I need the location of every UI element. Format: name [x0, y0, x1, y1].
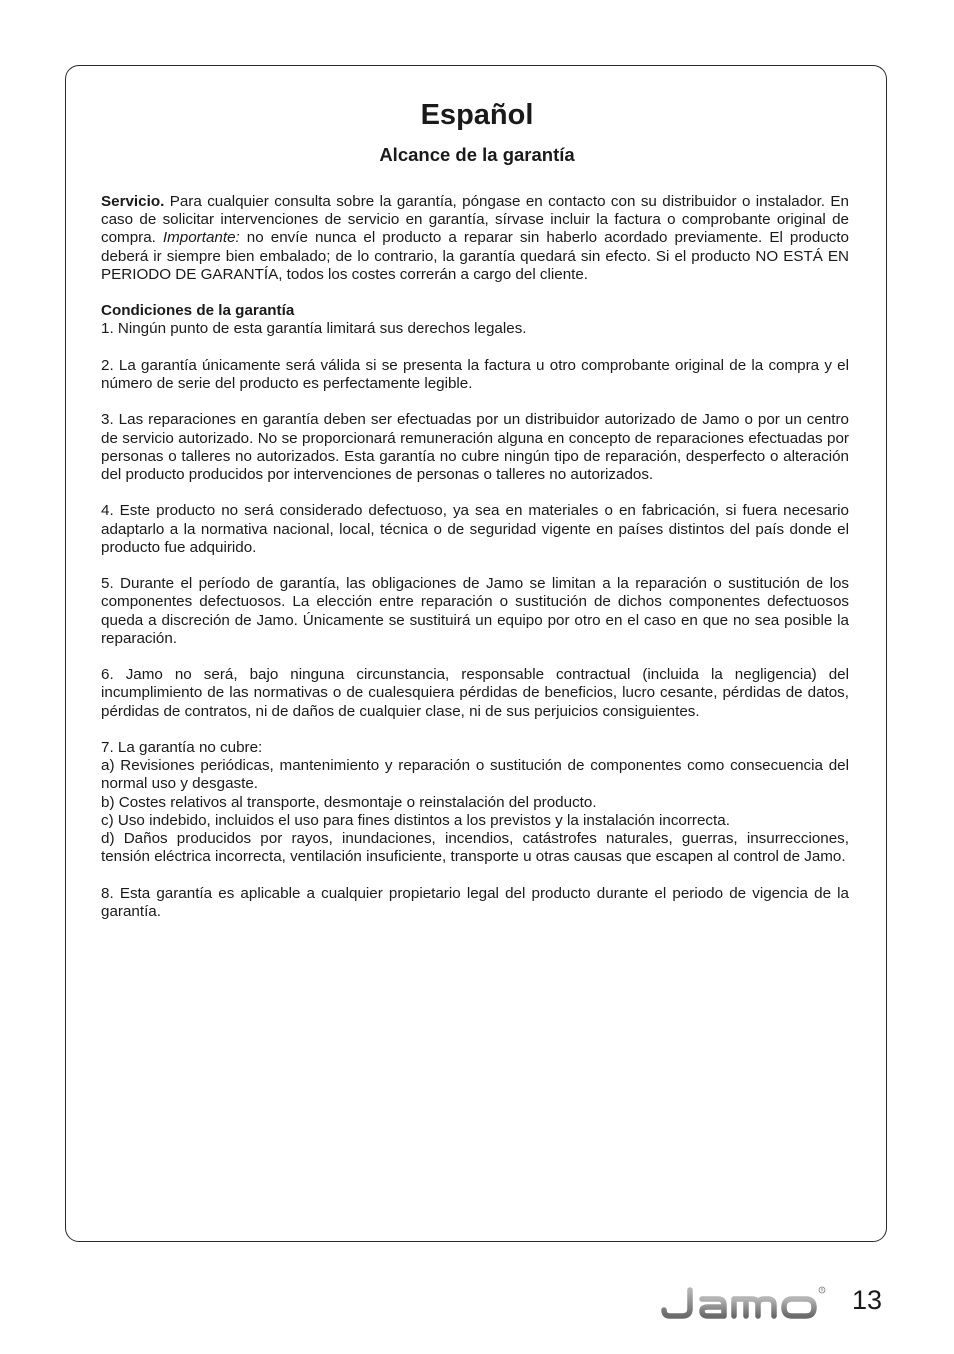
jamo-logo: [660, 1282, 828, 1324]
page-number: 13: [852, 1285, 883, 1315]
condition-item-6: 6. Jamo no será, bajo ninguna circunstancia, responsable contractual (incluida la negligencia) del incumplimiento de las normativas o de cualesquiera pérdidas de beneficios, lucro cesante, pérdidas de datos, pérdidas de contratos, ni de daños de cualquier clase, ni de sus perjuicios consiguientes.: [101, 666, 849, 720]
service-text-b: no envíe nunca el producto a reparar sin haberlo acordado previamente. El producto deberá ir siempre bien embalado; de lo contrario, la garantía quedará sin efecto. Si el producto NO ESTÁ EN PERIODO DE GARANTÍA, todos los costes correrán a cargo del cliente.: [101, 229, 849, 283]
condition-item-7b: b) Costes relativos al transporte, desmontaje o reinstalación del producto.: [101, 793, 597, 811]
conditions-heading: [101, 302, 849, 320]
condition-item-7c: c) Uso indebido, incluidos el uso para fines distintos a los previstos y la instalación incorrecta.: [101, 811, 730, 829]
condition-item-8: 8. Esta garantía es aplicable a cualquier propietario legal del producto durante el periodo de vigencia de la garantía.: [101, 884, 849, 920]
service-text-a: Para cualquier consulta sobre la garantía, póngase en contacto con su distribuidor o instalador. En caso de solicitar intervenciones de servicio en garantía, sírvase incluir la factura o comprobante original de compra.: [101, 193, 849, 247]
page-subtitle: Alcance de la garantía: [379, 144, 575, 165]
condition-item-4: 4. Este producto no será considerado defectuoso, ya sea en materiales o en fabricación, si fuera necesario adaptarlo a la normativa nacional, local, técnica o de seguridad vigente en países distintos del país donde el producto fue adquirido.: [101, 502, 849, 556]
condition-item-7a: a) Revisiones periódicas, mantenimiento y reparación o sustitución de componentes como consecuencia del normal uso y desgaste.: [101, 757, 849, 793]
condition-item-7-intro: 7. La garantía no cubre:: [101, 738, 263, 756]
svg-text:R: R: [820, 1287, 824, 1293]
condition-item-2: 2. La garantía únicamente será válida si se presenta la factura u otro comprobante original de la compra y el número de serie del producto es perfectamente legible.: [101, 356, 849, 392]
conditions-heading-text: Condiciones de la garantía: [101, 302, 295, 320]
condition-item-5: 5. Durante el período de garantía, las obligaciones de Jamo se limitan a la reparación o sustitución de los componentes defectuosos. La elección entre reparación o sustitución de dichos componentes defectuosos queda a discreción de Jamo. Únicamente se sustituirá un equipo por otro en el caso en que no sea posible la reparación.: [101, 575, 849, 647]
service-paragraph: [101, 193, 849, 284]
condition-item-1: 1. Ningún punto de esta garantía limitará sus derechos legales.: [101, 320, 527, 338]
important-label: Importante:: [162, 229, 240, 247]
page-title: Español: [420, 99, 534, 131]
condition-item-3: 3. Las reparaciones en garantía deben ser efectuadas por un distribuidor autorizado de Jamo o por un centro de servicio autorizado. No se proporcionará remuneración alguna en concepto de reparaciones efectuadas por personas o talleres no autorizados. Esta garantía no cubre ningún tipo de reparación, desperfecto o alteración del producto producidos por intervenciones de personas o talleres no autorizados.: [101, 411, 849, 483]
service-label: Servicio.: [101, 193, 165, 210]
warranty-body: [101, 193, 849, 939]
condition-item-7d: d) Daños producidos por rayos, inundaciones, incendios, catástrofes naturales, guerras, insurrecciones, tensión eléctrica incorrecta, ventilación insuficiente, transporte u otras causas que escapen al control de Jamo.: [101, 830, 849, 866]
